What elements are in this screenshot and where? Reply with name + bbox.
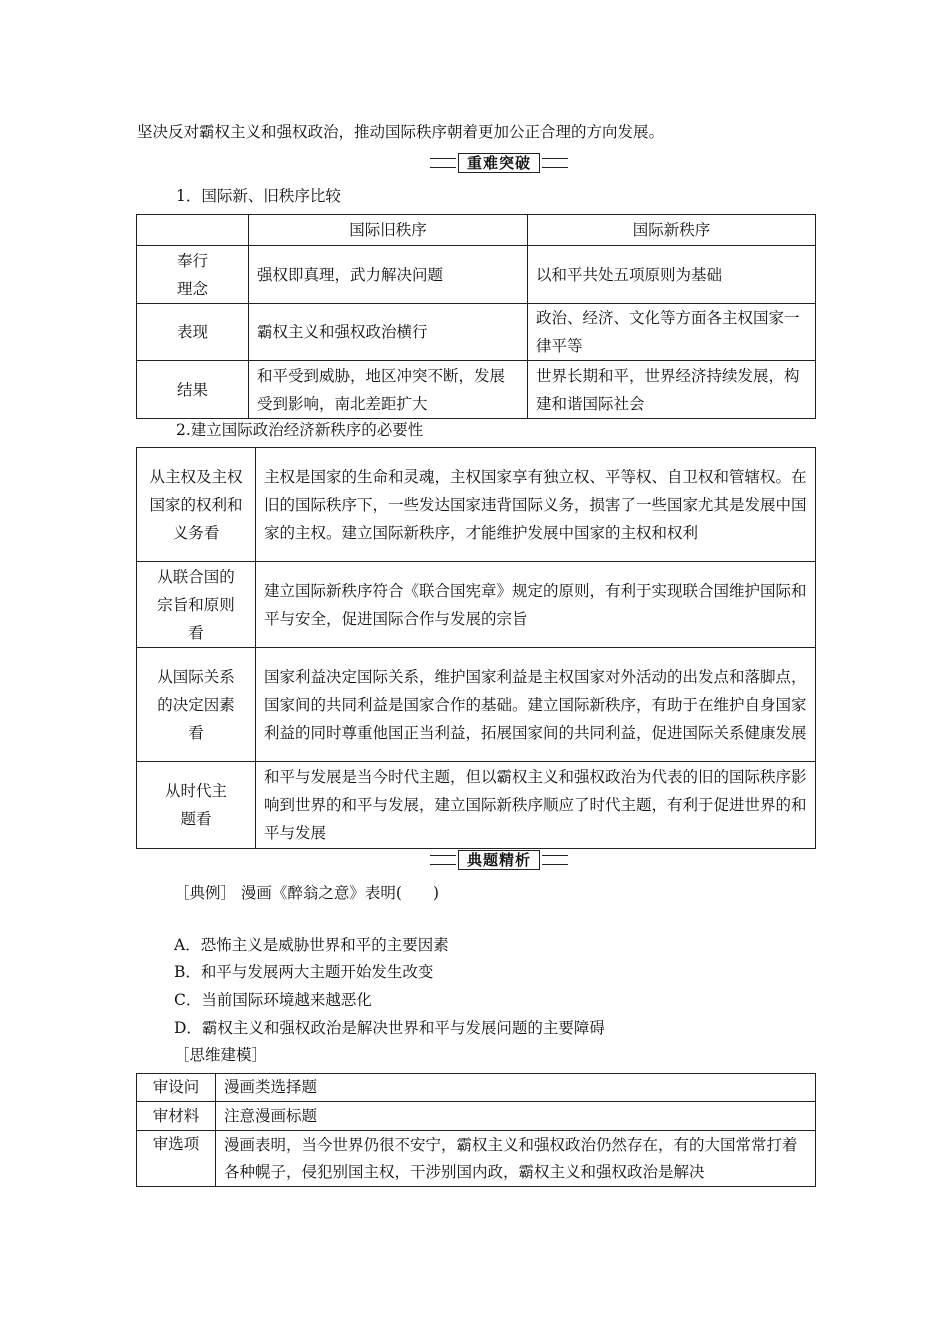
row-label: 审选项 bbox=[137, 1131, 216, 1187]
table-row bbox=[137, 648, 816, 762]
row-label: 从时代主题看 bbox=[137, 762, 256, 849]
option-d: D．霸权主义和强权政治是解决世界和平与发展问题的主要障碍 bbox=[174, 1019, 605, 1037]
row-label: 从联合国的宗旨和原则看 bbox=[137, 562, 256, 648]
option-c: C．当前国际环境越来越恶化 bbox=[174, 991, 372, 1009]
table-row bbox=[137, 1074, 816, 1102]
new-order-cell: 世界长期和平，世界经济持续发展，构建和谐国际社会 bbox=[528, 361, 816, 419]
table-row bbox=[137, 562, 816, 648]
old-order-cell: 和平受到威胁，地区冲突不断，发展受到影响，南北差距扩大 bbox=[249, 361, 528, 419]
table-row bbox=[137, 246, 816, 304]
table-row bbox=[137, 762, 816, 849]
section-banner-examples bbox=[430, 849, 568, 871]
table-row bbox=[137, 448, 816, 562]
header-cell-blank bbox=[137, 215, 249, 246]
row-text: 国家利益决定国际关系，维护国家利益是主权国家对外活动的出发点和落脚点，国家间的共同利益是国家合作的基础。建立国际新秩序，有助于在维护自身国家利益的同时尊重他国正当利益，拓展国家间的共同利益，促进国际关系健康发展 bbox=[256, 648, 816, 762]
row-text: 和平与发展是当今时代主题，但以霸权主义和强权政治为代表的旧的国际秩序影响到世界的和平与发展，建立国际新秩序顺应了时代主题，有利于促进世界的和平与发展 bbox=[256, 762, 816, 849]
table-row bbox=[137, 304, 816, 361]
option-a: A．恐怖主义是威胁世界和平的主要因素 bbox=[174, 936, 449, 954]
order-comparison-table bbox=[136, 214, 816, 419]
row-label: 审材料 bbox=[137, 1102, 216, 1131]
row-label: 结果 bbox=[137, 361, 249, 419]
row-text: 注意漫画标题 bbox=[216, 1102, 816, 1131]
row-text: 漫画类选择题 bbox=[216, 1074, 816, 1102]
row-label: 从主权及主权国家的权利和义务看 bbox=[137, 448, 256, 562]
option-b: B．和平与发展两大主题开始发生改变 bbox=[174, 963, 434, 981]
row-label: 奉行 理念 bbox=[137, 246, 249, 304]
thinking-label: ［思维建模］ bbox=[174, 1046, 268, 1064]
new-order-cell: 以和平共处五项原则为基础 bbox=[528, 246, 816, 304]
header-cell-old-order: 国际旧秩序 bbox=[249, 215, 528, 246]
new-order-cell: 政治、经济、文化等方面各主权国家一律平等 bbox=[528, 304, 816, 361]
row-text: 漫画表明，当今世界仍很不安宁，霸权主义和强权政治仍然存在，有的大国常常打着各种幌子，侵犯别国主权，干涉别国内政，霸权主义和强权政治是解决 bbox=[216, 1131, 816, 1187]
old-order-cell: 强权即真理，武力解决问题 bbox=[249, 246, 528, 304]
table-header-row bbox=[137, 215, 816, 246]
table-row bbox=[137, 1131, 816, 1187]
old-order-cell: 霸权主义和强权政治横行 bbox=[249, 304, 528, 361]
header-cell-new-order: 国际新秩序 bbox=[528, 215, 816, 246]
banner-label: 重难突破 bbox=[458, 153, 540, 173]
section2-title: 2.建立国际政治经济新秩序的必要性 bbox=[176, 421, 424, 439]
necessity-table bbox=[136, 447, 816, 849]
row-text: 建立国际新秩序符合《联合国宪章》规定的原则，有利于实现联合国维护国际和平与安全，促进国际合作与发展的宗旨 bbox=[256, 562, 816, 648]
section1-title: 1．国际新、旧秩序比较 bbox=[176, 187, 341, 205]
row-label: 从国际关系的决定因素看 bbox=[137, 648, 256, 762]
table-row bbox=[137, 361, 816, 419]
section-banner-key-points bbox=[430, 152, 568, 174]
row-label: 表现 bbox=[137, 304, 249, 361]
row-label: 审设问 bbox=[137, 1074, 216, 1102]
thinking-model-table bbox=[136, 1073, 816, 1187]
example-question: ［典例］ 漫画《醉翁之意》表明( ) bbox=[174, 884, 440, 902]
row-text: 主权是国家的生命和灵魂，主权国家享有独立权、平等权、自卫权和管辖权。在旧的国际秩序下，一些发达国家违背国际义务，损害了一些国家尤其是发展中国家的主权。建立国际新秩序，才能维护发展中国家的主权和权利 bbox=[256, 448, 816, 562]
banner-label: 典题精析 bbox=[458, 850, 540, 870]
intro-line: 坚决反对霸权主义和强权政治，推动国际秩序朝着更加公正合理的方向发展。 bbox=[137, 123, 665, 141]
table-row bbox=[137, 1102, 816, 1131]
